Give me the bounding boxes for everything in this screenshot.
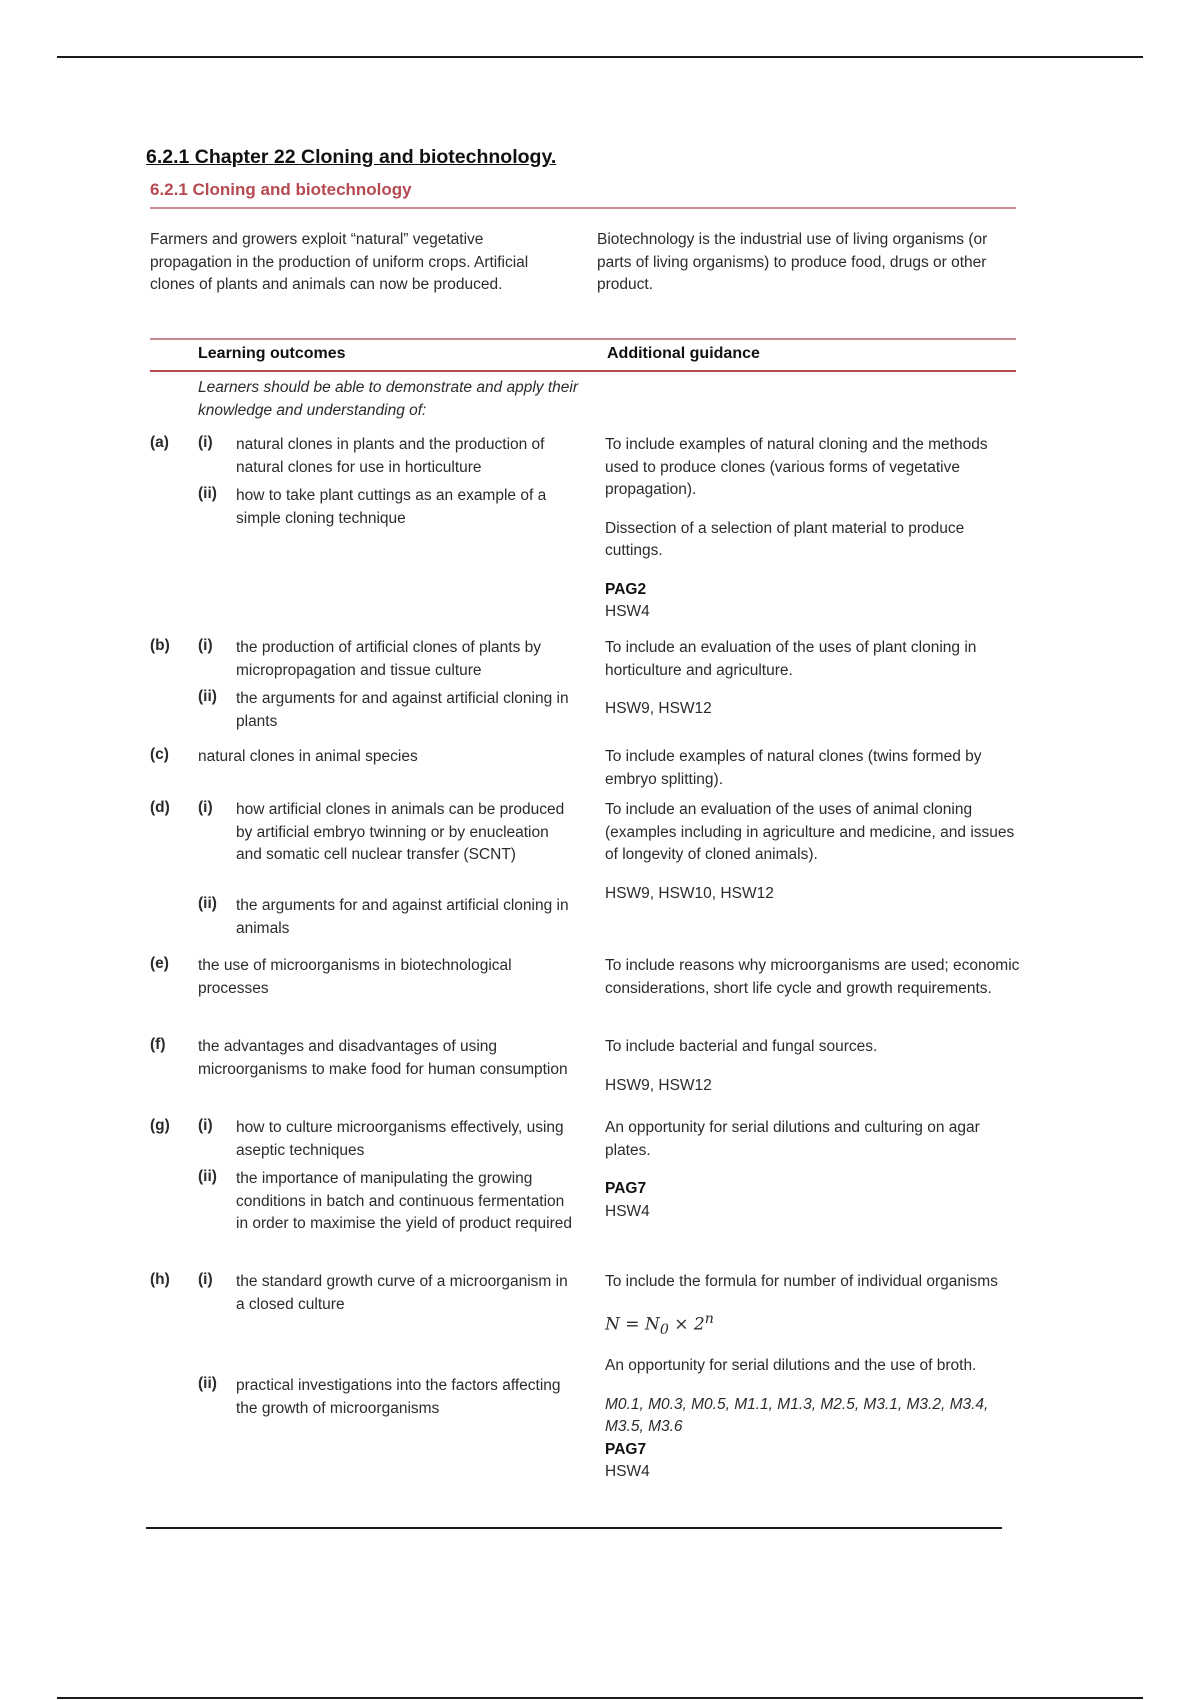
pag-reference: PAG7 — [605, 1440, 647, 1458]
sub-item-text: natural clones in plants and the production of natural clones for use in horticulture — [236, 436, 545, 476]
sub-item-number: (i) — [198, 434, 213, 451]
guidance-cell — [605, 434, 1025, 624]
pag-reference: PAG7 — [605, 1180, 647, 1197]
hsw-reference: HSW9, HSW12 — [605, 700, 712, 717]
guidance-cell — [605, 1271, 1025, 1484]
row-letter: (d) — [150, 799, 170, 816]
guidance-cell — [605, 955, 1025, 1000]
table-top-rule — [150, 338, 1016, 340]
outcome-text: the use of microorganisms in biotechnological processes — [198, 957, 512, 997]
sub-item-text: the arguments for and against artificial cloning in animals — [236, 897, 569, 937]
sub-item-text: the standard growth curve of a microorganism in a closed culture — [236, 1273, 568, 1313]
guidance-cell — [605, 1036, 1025, 1097]
additional-guidance-header: Additional guidance — [607, 345, 760, 362]
section-rule — [150, 207, 1016, 209]
row-letter: (c) — [150, 746, 169, 763]
sub-item-text: how artificial clones in animals can be produced by artificial embryo twinning or by enucleation and somatic cell nuclear transfer (SCNT) — [236, 801, 565, 863]
sub-item-number: (i) — [198, 637, 213, 654]
formula-superscript: n — [704, 1310, 714, 1327]
row-letter: (e) — [150, 955, 169, 972]
guidance-text: To include examples of natural cloning and the methods used to produce clones (various forms of vegetative propagation). — [605, 436, 988, 498]
guidance-text: To include examples of natural clones (twins formed by embryo splitting). — [605, 748, 982, 788]
sub-item-number: (ii) — [198, 895, 217, 912]
sub-item-number: (i) — [198, 1271, 213, 1288]
hsw-reference: HSW9, HSW10, HSW12 — [605, 884, 774, 902]
row-letter: (f) — [150, 1036, 166, 1053]
guidance-text: To include reasons why microorganisms are used; economic considerations, short life cycle and growth requirements. — [605, 957, 1020, 997]
intro-left-paragraph: Farmers and growers exploit “natural” vegetative propagation in the production of uniform crops. Artificial clones of plants and animals can now be produced. — [150, 231, 529, 293]
formula-mid: × 2 — [668, 1314, 705, 1335]
guidance-text: To include the formula for number of individual organisms — [605, 1273, 998, 1290]
sub-item-text: how to culture microorganisms effectively, using aseptic techniques — [236, 1119, 564, 1159]
guidance-text: An opportunity for serial dilutions and culturing on agar plates. — [605, 1119, 980, 1159]
table-header-rule — [150, 370, 1016, 372]
sub-item-number: (i) — [198, 799, 213, 816]
intro-right-paragraph: Biotechnology is the industrial use of living organisms (or parts of living organisms) to produce food, drugs or other product. — [597, 231, 988, 293]
learning-outcomes-header: Learning outcomes — [198, 345, 346, 362]
guidance-cell — [605, 746, 1025, 791]
sub-item-number: (ii) — [198, 1168, 217, 1185]
pag-reference: PAG2 — [605, 580, 647, 598]
sub-item-text: practical investigations into the factors affecting the growth of microorganisms — [236, 1377, 561, 1417]
page-bottom-rule — [57, 1697, 1143, 1699]
table-end-rule — [146, 1527, 1002, 1529]
outcome-text: the advantages and disadvantages of using microorganisms to make food for human consumption — [198, 1038, 568, 1078]
sub-item-number: (ii) — [198, 1375, 217, 1392]
sub-item-text: how to take plant cuttings as an example of a simple cloning technique — [236, 487, 547, 527]
guidance-cell — [605, 637, 1025, 721]
row-letter: (a) — [150, 434, 169, 451]
growth-formula — [605, 1308, 1025, 1342]
guidance-cell — [605, 1117, 1025, 1223]
formula-main: N = N — [605, 1314, 660, 1335]
guidance-text: An opportunity for serial dilutions and the use of broth. — [605, 1357, 977, 1375]
sub-item-text: the arguments for and against artificial cloning in plants — [236, 690, 569, 730]
outcome-text: natural clones in animal species — [198, 748, 418, 765]
sub-item-text: the production of artificial clones of plants by micropropagation and tissue culture — [236, 639, 542, 679]
sub-item-number: (ii) — [198, 485, 217, 502]
hsw-reference: HSW9, HSW12 — [605, 1076, 712, 1094]
sub-item-number: (ii) — [198, 688, 217, 705]
page-top-rule — [57, 56, 1143, 58]
hsw-reference: HSW4 — [605, 603, 650, 620]
section-title: 6.2.1 Cloning and biotechnology — [150, 180, 412, 199]
sub-item-text: the importance of manipulating the growing conditions in batch and continuous fermentation in order to maximise the yield of product required — [236, 1170, 572, 1232]
row-letter: (g) — [150, 1117, 170, 1134]
guidance-text: To include an evaluation of the uses of plant cloning in horticulture and agriculture. — [605, 639, 977, 679]
formula-subscript: 0 — [659, 1321, 669, 1338]
hsw-reference: HSW4 — [605, 1463, 650, 1481]
hsw-reference: HSW4 — [605, 1202, 650, 1220]
guidance-cell — [605, 799, 1025, 905]
sub-item-number: (i) — [198, 1117, 213, 1134]
chapter-title: 6.2.1 Chapter 22 Cloning and biotechnology. — [146, 146, 557, 168]
guidance-text: To include an evaluation of the uses of animal cloning (examples including in agriculture and medicine, and issues of longevity of cloned animals). — [605, 801, 1015, 863]
guidance-text: Dissection of a selection of plant material to produce cuttings. — [605, 519, 965, 559]
guidance-text: To include bacterial and fungal sources. — [605, 1038, 878, 1055]
maths-references: M0.1, M0.3, M0.5, M1.1, M1.3, M2.5, M3.1, M3.2, M3.4, M3.5, M3.6 — [605, 1395, 989, 1436]
row-letter: (b) — [150, 637, 170, 654]
table-lead-in: Learners should be able to demonstrate and apply their knowledge and understanding of: — [198, 379, 578, 419]
row-letter: (h) — [150, 1271, 170, 1288]
